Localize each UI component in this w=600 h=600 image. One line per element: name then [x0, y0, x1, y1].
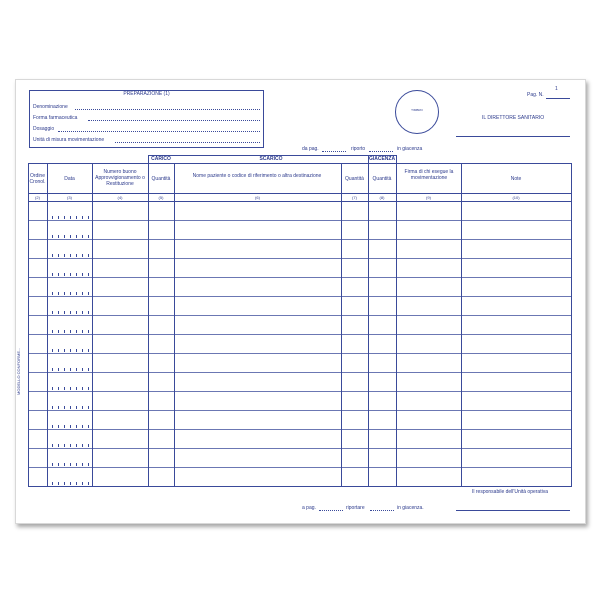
col-num-8: (8): [379, 195, 385, 200]
stamp-circle: [395, 90, 439, 134]
col-num-7: (7): [352, 195, 357, 200]
table-row[interactable]: [28, 334, 572, 353]
carry-bottom-riportare-field[interactable]: [370, 510, 394, 511]
field-denominazione-label: Denominazione: [33, 104, 68, 110]
col-num-5: (5): [158, 195, 164, 200]
table-row[interactable]: [28, 391, 572, 410]
carry-top-page-field[interactable]: [322, 151, 346, 152]
field-dosaggio-line[interactable]: [58, 131, 260, 132]
table-top-border: [28, 163, 572, 164]
table-row[interactable]: [28, 239, 572, 258]
side-note: MODELLO CONFORME...: [16, 347, 21, 395]
carry-top-from-page: da pag.: [302, 146, 319, 152]
table-row[interactable]: [28, 315, 572, 334]
field-forma-label: Forma farmaceutica: [33, 115, 78, 121]
col-num-6: (6): [255, 195, 260, 200]
table-bottom-border: [28, 486, 572, 487]
col-num-9: (9): [426, 195, 431, 200]
preparation-title: PREPARAZIONE (1): [123, 91, 170, 97]
col-header-quantita-scarico: Quantità: [345, 176, 364, 182]
group-giacenza: GIACENZA: [368, 156, 396, 162]
col-num-2: (2): [35, 195, 40, 200]
col-header-ordine: Ordine Cronol.: [29, 173, 46, 185]
table-row[interactable]: [28, 448, 572, 467]
field-unita-line[interactable]: [115, 142, 260, 143]
col-num-4: (4): [117, 195, 123, 200]
table-row[interactable]: [28, 372, 572, 391]
field-forma-line[interactable]: [88, 120, 260, 121]
col-header-numero-buono: Numero buono Approvvigionamento o Restituzione: [95, 169, 145, 187]
carry-top-riporto: riporto: [351, 146, 366, 152]
responsible-label: Il responsabile dell'Unità operativa: [472, 489, 548, 495]
carry-bottom-giacenza: in giacenza.: [397, 505, 424, 511]
carry-top-giacenza: in giacenza: [397, 146, 423, 152]
field-denominazione-line[interactable]: [75, 109, 260, 110]
col-header-nome-paziente: Nome paziente o codice di riferimento o altra destinazione: [192, 173, 322, 179]
table-row[interactable]: [28, 296, 572, 315]
director-label: IL DIRETTORE SANITARIO: [482, 115, 545, 121]
director-signature-line[interactable]: [456, 136, 570, 137]
table-row[interactable]: [28, 353, 572, 372]
col-num-3: (3): [67, 195, 72, 200]
carry-bottom-to-page: a pag.: [302, 505, 316, 511]
responsible-signature-line[interactable]: [456, 510, 570, 511]
col-header-quantita-giacenza: Quantità: [372, 176, 392, 182]
group-carico: CARICO: [151, 156, 171, 162]
col-num-10: (10): [512, 195, 520, 200]
carry-top-riporto-field[interactable]: [369, 151, 393, 152]
preparation-box: [29, 90, 264, 148]
page-number-line: [546, 98, 570, 99]
table-row[interactable]: [28, 258, 572, 277]
group-scarico: SCARICO: [259, 156, 283, 162]
col-header-quantita-carico: Quantità: [151, 176, 171, 182]
carry-bottom-page-field[interactable]: [319, 510, 343, 511]
header-divider: [28, 193, 572, 194]
field-unita-label: Unità di misura movimentazione: [33, 137, 105, 143]
stamp-label: TIMBRO: [411, 108, 423, 112]
table-row[interactable]: [28, 410, 572, 429]
table-row[interactable]: [28, 467, 572, 486]
col-header-firma: Firma di chi esegue la movimentazione: [404, 169, 454, 181]
col-header-note: Note: [510, 176, 522, 182]
field-dosaggio-label: Dosaggio: [33, 126, 55, 132]
table-row[interactable]: [28, 429, 572, 448]
table-row[interactable]: [28, 201, 572, 220]
table-row[interactable]: [28, 277, 572, 296]
carry-bottom-riportare: riportare: [346, 505, 365, 511]
page-label: Pag. N.: [527, 92, 544, 98]
col-header-data: Data: [64, 176, 75, 182]
page-number: 1: [555, 86, 558, 92]
table-row[interactable]: [28, 220, 572, 239]
